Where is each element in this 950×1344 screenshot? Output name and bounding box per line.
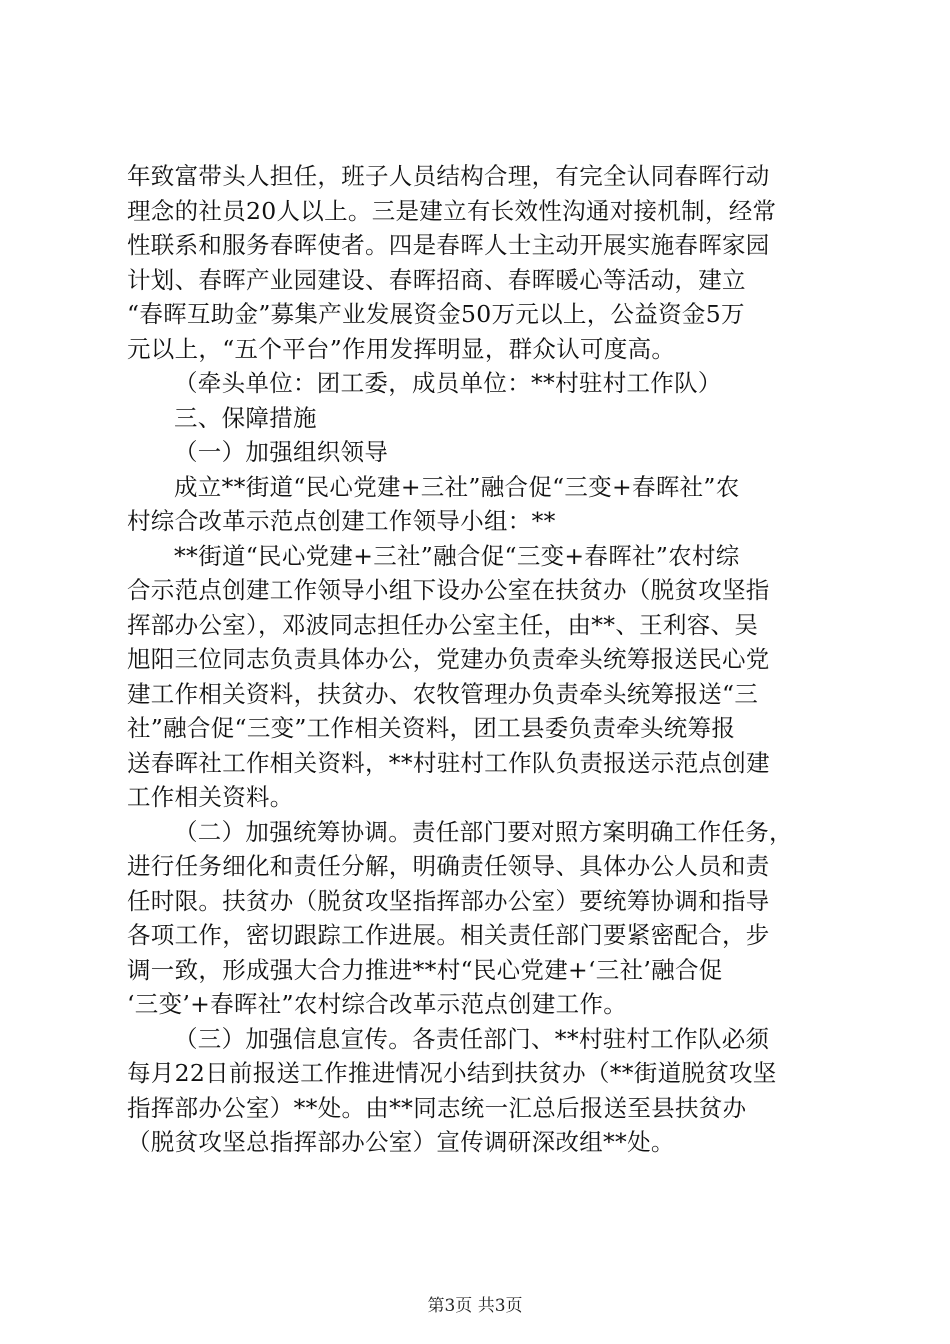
text-line: 每月22日前报送工作推进情况小结到扶贫办（**街道脱贫攻坚 (127, 1059, 777, 1087)
text-line: （三）加强信息宣传。各责任部门、**村驻村工作队必须 (174, 1024, 770, 1053)
text-line: （二）加强统筹协调。责任部门要对照方案明确工作任务， (174, 817, 793, 846)
document-body (127, 159, 833, 1160)
text-line: 理念的社员20人以上。三是建立有长效性沟通对接机制，经常 (127, 196, 777, 225)
text-line: 成立**街道“民心党建+三社”融合促“三变+春晖社”农 (174, 472, 740, 501)
text-line: 建工作相关资料，扶贫办、农牧管理办负责牵头统筹报送“三 (127, 679, 759, 708)
text-line: 旭阳三位同志负责具体办公，党建办负责牵头统筹报送民心党 (127, 645, 770, 673)
text-line: 调一致，形成强大合力推进**村“民心党建+‘三社’融合促 (127, 955, 723, 984)
text-line: （脱贫攻坚总指挥部办公室）宣传调研深改组**处。 (127, 1128, 675, 1156)
text-line: 各项工作，密切跟踪工作进展。相关责任部门要紧密配合，步 (127, 921, 770, 949)
text-line: 进行任务细化和责任分解，明确责任领导、具体办公人员和责 (127, 852, 770, 880)
text-line: 元以上，“五个平台”作用发挥明显，群众认可度高。 (127, 334, 676, 363)
text-line: 年致富带头人担任，班子人员结构合理，有完全认同春晖行动 (127, 162, 770, 190)
text-line: “春晖互助金”募集产业发展资金50万元以上，公益资金5万 (127, 300, 745, 328)
text-line: 性联系和服务春晖使者。四是春晖人士主动开展实施春晖家园 (127, 231, 770, 259)
text-line: 工作相关资料。 (127, 783, 294, 811)
text-line: 村综合改革示范点创建工作领导小组：** (127, 507, 556, 535)
text-line: （牵头单位：团工委，成员单位：**村驻村工作队） (174, 369, 722, 397)
text-line: 社”融合促“三变”工作相关资料，团工县委负责牵头统筹报 (127, 714, 736, 742)
text-line: 指挥部办公室）**处。由**同志统一汇总后报送至县扶贫办 (127, 1093, 747, 1122)
text-line: 任时限。扶贫办（脱贫攻坚指挥部办公室）要统筹协调和指导 (127, 886, 770, 915)
text-line: 合示范点创建工作领导小组下设办公室在扶贫办（脱贫攻坚指 (127, 576, 770, 604)
text-line: （一）加强组织领导 (174, 438, 389, 466)
text-line: 计划、春晖产业园建设、春晖招商、春晖暖心等活动，建立 (127, 265, 746, 294)
text-line: ‘三变’+春晖社”农村综合改革示范点创建工作。 (127, 990, 628, 1018)
text-line: 三、保障措施 (174, 403, 317, 432)
text-line: 挥部办公室），邓波同志担任办公室主任，由**、王利容、吴 (127, 610, 759, 639)
page-footer: 第3页 共3页 (427, 1296, 523, 1316)
text-line: 送春晖社工作相关资料，**村驻村工作队负责报送示范点创建 (127, 748, 770, 777)
text-line: **街道“民心党建+三社”融合促“三变+春晖社”农村综 (174, 541, 740, 570)
